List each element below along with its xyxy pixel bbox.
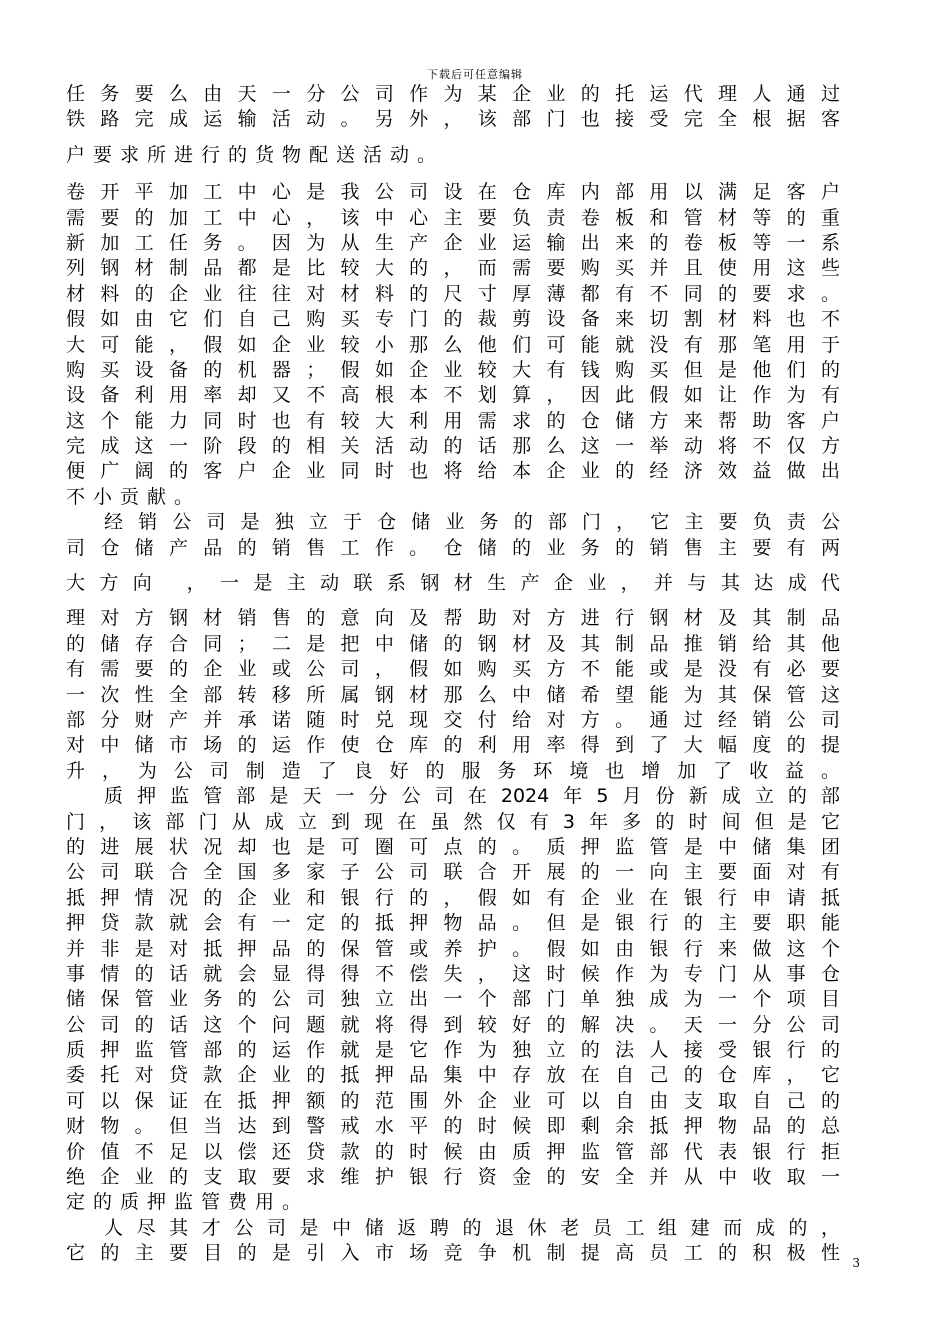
text-line: 它的主要目的是引入市场竞争机制提高员工的积极性 xyxy=(66,1242,840,1265)
text-line: 的进展状况却也是可圈可点的。质押监管是中储集团 xyxy=(66,835,840,858)
text-line: 门，该部门从成立到现在虽然仅有3年多的时间但是它 xyxy=(66,810,840,833)
text-line: 新加工任务。因为从生产企业运输出来的卷板等一系 xyxy=(66,231,840,254)
text-line: 列钢材制品都是比较大的，而需要购买并且使用这些 xyxy=(66,257,840,280)
text-line: 押贷款就会有一定的抵押物品。但是银行的主要职能 xyxy=(66,912,840,935)
text-line: 一次性全部转移所属钢材那么中储希望能为其保管这 xyxy=(66,683,840,706)
text-line: 升，为公司制造了良好的服务环境也增加了收益。 xyxy=(66,759,840,782)
text-line: 抵押情况的企业和银行的，假如有企业在银行申请抵 xyxy=(66,886,840,909)
text-line: 的储存合同；二是把中储的钢材及其制品推销给其他 xyxy=(66,632,840,655)
text-line: 质押监管部是天一分公司在2024年5月份新成立的部 xyxy=(104,785,840,808)
text-line: 有需要的企业或公司，假如购买方不能或是没有必要 xyxy=(66,658,840,681)
text-line: 户要求所进行的货物配送活动。 xyxy=(66,143,445,166)
text-line: 设备利用率却又不高根本不划算，因此假如让作为有 xyxy=(66,384,840,407)
text-line: 事情的话就会显得得不偿失，这时候作为专门从事仓 xyxy=(66,962,840,985)
text-line: 假如由它们自己购买专门的裁剪设备来切割材料也不 xyxy=(66,308,840,331)
text-line: 这个能力同时也有较大利用需求的仓储方来帮助客户 xyxy=(66,409,840,432)
text-line: 质押监管部的运作就是它作为独立的法人接受银行的 xyxy=(66,1039,840,1062)
text-line: 储保管业务的公司独立出一个部门单独成为一个项目 xyxy=(66,988,840,1011)
text-line: 部分财产并承诺随时兑现交付给对方。通过经销公司 xyxy=(66,708,840,731)
text-line: 公司的话这个问题就将得到较好的解决。天一分公司 xyxy=(66,1013,840,1036)
text-line: 公司联合全国多家子公司联合开展的一向主要面对有 xyxy=(66,861,840,884)
text-line: 价值不足以偿还贷款的时候由质押监管部代表银行拒 xyxy=(66,1140,840,1163)
text-line: 需要的加工中心，该中心主要负责卷板和管材等的重 xyxy=(66,206,840,229)
text-line: 完成这一阶段的相关活动的话那么这一举动将不仅方 xyxy=(66,435,840,458)
text-line: 卷开平加工中心是我公司设在仓库内部用以满足客户 xyxy=(66,181,840,204)
text-line: 经销公司是独立于仓储业务的部门，它主要负责公 xyxy=(104,511,840,534)
text-line: 绝企业的支取要求维护银行资金的安全并从中收取一 xyxy=(66,1166,840,1189)
text-line: 理对方钢材销售的意向及帮助对方进行钢材及其制品 xyxy=(66,607,840,630)
text-line: 定的质押监管费用。 xyxy=(66,1191,310,1214)
text-line: 铁路完成运输活动。另外，该部门也接受完全根据客 xyxy=(66,108,840,131)
text-line: 便广阔的客户企业同时也将给本企业的经济效益做出 xyxy=(66,460,840,483)
text-line: 人尽其才公司是中储返聘的退休老员工组建而成的， xyxy=(104,1216,840,1239)
text-line: 任务要么由天一分公司作为某企业的托运代理人通过 xyxy=(66,83,840,105)
text-line: 大可能，假如企业较小那么他们可能就没有那笔用于 xyxy=(66,333,840,356)
text-line: 可以保证在抵押额的范围外企业可以自由支取自己的 xyxy=(66,1089,840,1112)
document-body xyxy=(66,82,840,1267)
text-line: 不小贡献。 xyxy=(66,485,202,508)
text-line: 司仓储产品的销售工作。仓储的业务的销售主要有两 xyxy=(66,536,840,559)
text-line: 购买设备的机器；假如企业较大有钱购买但是他们的 xyxy=(66,358,840,381)
text-line: 委托对贷款企业的抵押品集中存放在自己的仓库，它 xyxy=(66,1064,840,1087)
text-line: 材料的企业往往对材料的尺寸厚薄都有不同的要求。 xyxy=(66,282,840,305)
page-number: 3 xyxy=(852,1256,860,1270)
text-line: 财物。但当达到警戒水平的时候即剩余抵押物品的总 xyxy=(66,1115,840,1138)
page-header: 下载后可任意编辑 xyxy=(427,68,523,81)
text-line: 大方向 ，一是主动联系钢材生产企业，并与其达成代 xyxy=(66,572,840,595)
text-line: 对中储市场的运作使仓库的利用率得到了大幅度的提 xyxy=(66,734,840,757)
text-line: 并非是对抵押品的保管或养护。假如由银行来做这个 xyxy=(66,937,840,960)
